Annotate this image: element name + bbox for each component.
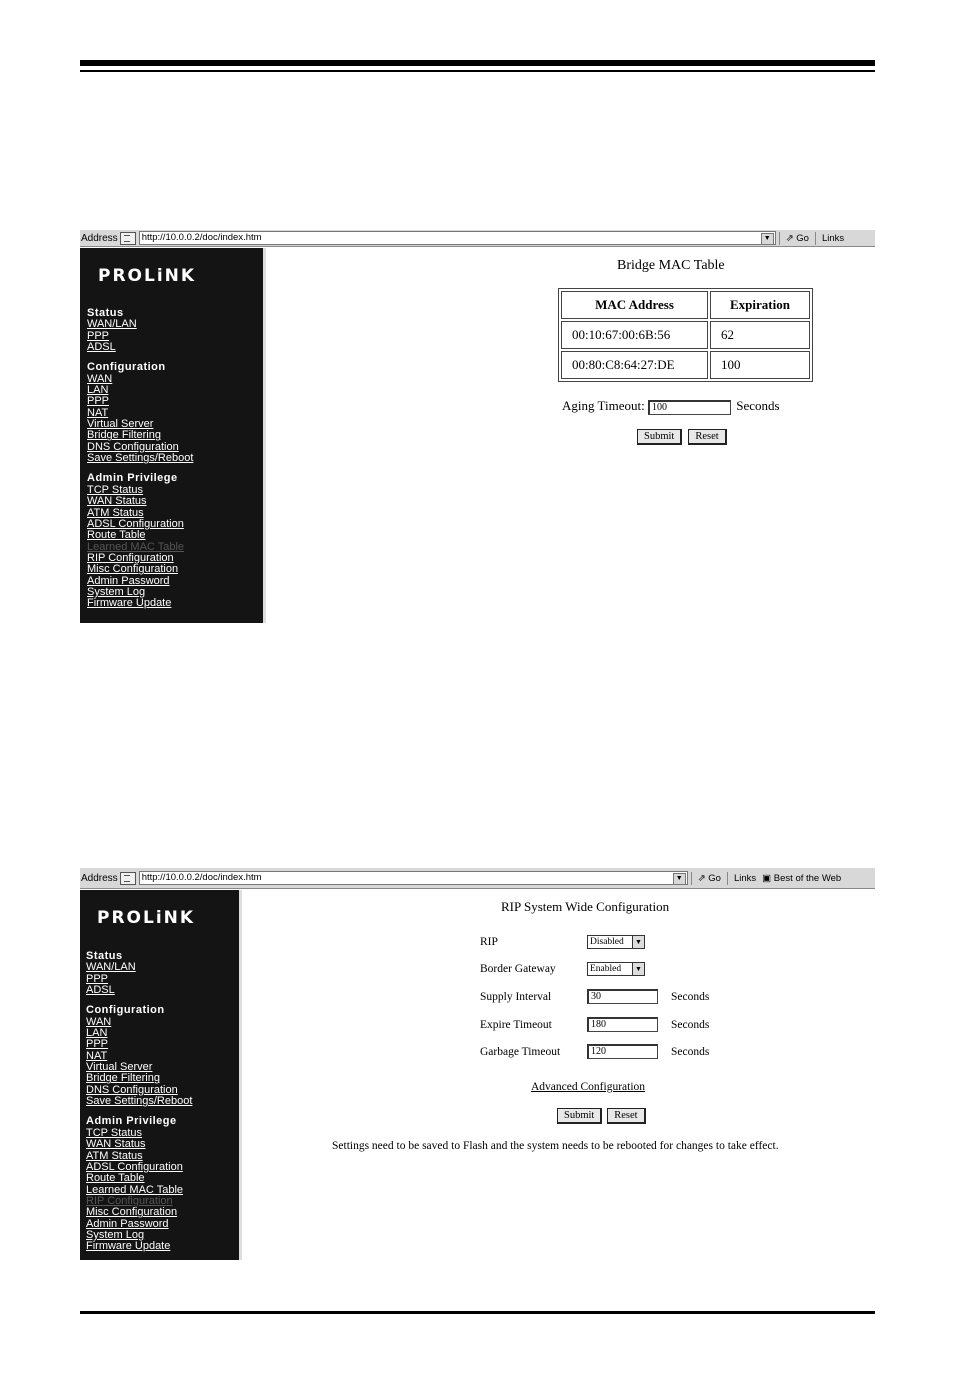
sidebar-item-system-log[interactable]: System Log — [87, 585, 146, 598]
table-header-row — [561, 291, 810, 319]
table-row — [561, 321, 810, 349]
best-of-web-label: Best of the Web — [773, 872, 842, 884]
sidebar-item-adsl[interactable]: ADSL — [86, 984, 115, 997]
border-gateway-label: Border Gateway — [480, 963, 556, 975]
sidebar-item-bridge-filtering[interactable]: Bridge Filtering — [87, 429, 161, 442]
go-label: Go — [708, 872, 721, 884]
sidebar-item-rip-configuration[interactable]: RIP Configuration — [87, 551, 174, 564]
page-icon — [120, 872, 136, 885]
aging-timeout-input[interactable]: 100 — [648, 400, 731, 415]
page-title: RIP System Wide Configuration — [501, 899, 670, 914]
expiration-cell: 62 — [710, 321, 810, 349]
reboot-note: Settings need to be saved to Flash and the system needs to be rebooted for changes to take effect. — [332, 1140, 779, 1152]
form-buttons — [557, 1108, 646, 1124]
column-header: MAC Address — [561, 291, 708, 319]
main-content — [246, 890, 875, 1260]
advanced-configuration-link[interactable]: Advanced Configuration — [531, 1081, 646, 1093]
sidebar-item-dns-configuration[interactable]: DNS Configuration — [87, 440, 179, 453]
sidebar-item-adsl-configuration[interactable]: ADSL Configuration — [86, 1160, 183, 1173]
sidebar-item-wan-status[interactable]: WAN Status — [87, 495, 147, 508]
page-icon — [120, 232, 136, 245]
sidebar-item-rip-configuration[interactable]: RIP Configuration — [86, 1194, 173, 1207]
sidebar-item-adsl[interactable]: ADSL — [87, 341, 116, 354]
sidebar-item-save-settings-reboot[interactable]: Save Settings/Reboot — [86, 1095, 193, 1108]
mac-table — [558, 288, 813, 382]
prolink-logo: PROLiNK — [97, 908, 196, 928]
sidebar-item-nat[interactable]: NAT — [87, 406, 109, 419]
column-header: Expiration — [710, 291, 810, 319]
sidebar-item-route-table[interactable]: Route Table — [86, 1172, 145, 1185]
rip-select-value: Disabled — [590, 937, 624, 947]
sidebar-item-ppp[interactable]: PPP — [87, 395, 110, 408]
screenshot-rip-configuration — [80, 868, 875, 1260]
expire-timeout-unit: Seconds — [671, 1019, 710, 1031]
sidebar-item-dns-configuration[interactable]: DNS Configuration — [86, 1083, 178, 1096]
address-input[interactable] — [139, 231, 776, 245]
menu-section-heading: Configuration — [86, 1004, 165, 1017]
sidebar-item-tcp-status[interactable]: TCP Status — [86, 1126, 143, 1139]
screenshot-bridge-mac-table — [80, 230, 875, 623]
sidebar-item-wan-lan[interactable]: WAN/LAN — [86, 961, 136, 974]
sidebar-item-wan-status[interactable]: WAN Status — [86, 1138, 146, 1151]
sidebar-divider — [239, 890, 242, 1260]
expire-timeout-label: Expire Timeout — [480, 1019, 552, 1031]
sidebar-item-firmware-update[interactable]: Firmware Update — [86, 1240, 171, 1253]
expire-timeout-input[interactable]: 180 — [587, 1017, 658, 1032]
supply-interval-input[interactable]: 30 — [587, 989, 658, 1004]
sidebar-item-nat[interactable]: NAT — [86, 1049, 108, 1062]
sidebar-item-admin-password[interactable]: Admin Password — [86, 1217, 169, 1230]
garbage-timeout-unit: Seconds — [671, 1046, 710, 1058]
sidebar-item-bridge-filtering[interactable]: Bridge Filtering — [86, 1072, 160, 1085]
prolink-logo: PROLiNK — [98, 266, 197, 286]
links-button[interactable]: Links — [733, 872, 757, 884]
address-dropdown-icon[interactable]: ▼ — [761, 233, 774, 245]
menu-section-heading: Configuration — [87, 361, 166, 374]
submit-button[interactable]: Submit — [637, 429, 682, 445]
address-url: http://10.0.0.2/doc/index.htm — [141, 872, 262, 883]
sidebar-item-admin-password[interactable]: Admin Password — [87, 574, 170, 587]
address-input[interactable] — [139, 871, 688, 885]
page-title: Bridge MAC Table — [617, 258, 725, 273]
menu-section-heading: Status — [86, 950, 123, 962]
rip-select[interactable] — [587, 935, 645, 949]
rip-label: RIP — [480, 936, 498, 948]
address-dropdown-icon[interactable]: ▼ — [673, 873, 686, 885]
bottom-rule — [80, 1311, 875, 1314]
sidebar-item-route-table[interactable]: Route Table — [87, 529, 146, 542]
border-gateway-select[interactable] — [587, 962, 645, 976]
address-bar — [80, 230, 875, 247]
aging-unit: Seconds — [736, 398, 780, 413]
sidebar — [80, 248, 266, 623]
supply-interval-unit: Seconds — [671, 991, 710, 1003]
top-rule-thin — [80, 70, 875, 72]
sidebar-item-wan[interactable]: WAN — [86, 1015, 112, 1028]
sidebar-item-atm-status[interactable]: ATM Status — [86, 1149, 143, 1162]
form-buttons — [637, 426, 727, 445]
nav-menu — [86, 951, 192, 1253]
sidebar-item-lan[interactable]: LAN — [86, 1027, 108, 1040]
go-label: Go — [796, 232, 809, 244]
sidebar-item-wan-lan[interactable]: WAN/LAN — [87, 318, 137, 331]
sidebar-item-tcp-status[interactable]: TCP Status — [87, 483, 144, 496]
menu-section-heading: Admin Privilege — [87, 472, 178, 485]
top-rule-thick — [80, 60, 875, 66]
sidebar-item-ppp[interactable]: PPP — [86, 972, 109, 985]
go-button[interactable]: ⇗ Go — [785, 232, 809, 244]
sidebar-item-ppp[interactable]: PPP — [86, 1038, 109, 1051]
sidebar-divider — [263, 248, 266, 623]
dropdown-arrow-icon: ▼ — [632, 963, 644, 975]
reset-button[interactable]: Reset — [688, 429, 726, 445]
sidebar — [80, 890, 242, 1260]
sidebar-item-misc-configuration[interactable]: Misc Configuration — [87, 563, 179, 576]
mac-cell: 00:80:C8:64:27:DE — [561, 351, 708, 379]
sidebar-item-atm-status[interactable]: ATM Status — [87, 506, 144, 519]
mac-cell: 00:10:67:00:6B:56 — [561, 321, 708, 349]
links-button[interactable]: Links — [821, 232, 845, 244]
garbage-timeout-input[interactable]: 120 — [587, 1044, 658, 1059]
menu-section-heading: Status — [87, 307, 124, 319]
best-of-web-link[interactable]: ▣ Best of the Web — [762, 872, 842, 884]
reset-button[interactable]: Reset — [607, 1108, 645, 1124]
border-gateway-value: Enabled — [590, 964, 622, 974]
go-button[interactable]: ⇗ Go — [697, 872, 721, 884]
aging-label: Aging Timeout: — [562, 398, 645, 413]
expiration-cell: 100 — [710, 351, 810, 379]
address-url: http://10.0.0.2/doc/index.htm — [141, 232, 262, 243]
sidebar-item-ppp[interactable]: PPP — [87, 329, 110, 342]
sidebar-item-learned-mac-table[interactable]: Learned MAC Table — [87, 540, 185, 553]
sidebar-item-virtual-server[interactable]: Virtual Server — [87, 418, 154, 431]
nav-menu — [87, 308, 193, 610]
sidebar-item-system-log[interactable]: System Log — [86, 1228, 145, 1241]
address-label: Address — [81, 232, 118, 244]
garbage-timeout-label: Garbage Timeout — [480, 1046, 561, 1058]
sidebar-item-misc-configuration[interactable]: Misc Configuration — [86, 1206, 178, 1219]
main-content — [270, 248, 875, 623]
submit-button[interactable]: Submit — [557, 1108, 602, 1124]
sidebar-item-wan[interactable]: WAN — [87, 372, 113, 385]
dropdown-arrow-icon: ▼ — [632, 936, 644, 948]
separator — [691, 872, 692, 885]
sidebar-item-learned-mac-table[interactable]: Learned MAC Table — [86, 1183, 184, 1196]
address-bar — [80, 868, 875, 889]
supply-interval-label: Supply Interval — [480, 991, 552, 1003]
sidebar-item-firmware-update[interactable]: Firmware Update — [87, 597, 172, 610]
sidebar-item-lan[interactable]: LAN — [87, 384, 109, 397]
separator — [815, 232, 816, 245]
table-row — [561, 351, 810, 379]
menu-section-heading: Admin Privilege — [86, 1115, 177, 1128]
separator — [779, 232, 780, 245]
address-label: Address — [81, 872, 118, 884]
sidebar-item-save-settings-reboot[interactable]: Save Settings/Reboot — [87, 452, 194, 465]
sidebar-item-virtual-server[interactable]: Virtual Server — [86, 1061, 153, 1074]
aging-row — [562, 398, 780, 415]
separator — [727, 872, 728, 885]
sidebar-item-adsl-configuration[interactable]: ADSL Configuration — [87, 517, 184, 530]
